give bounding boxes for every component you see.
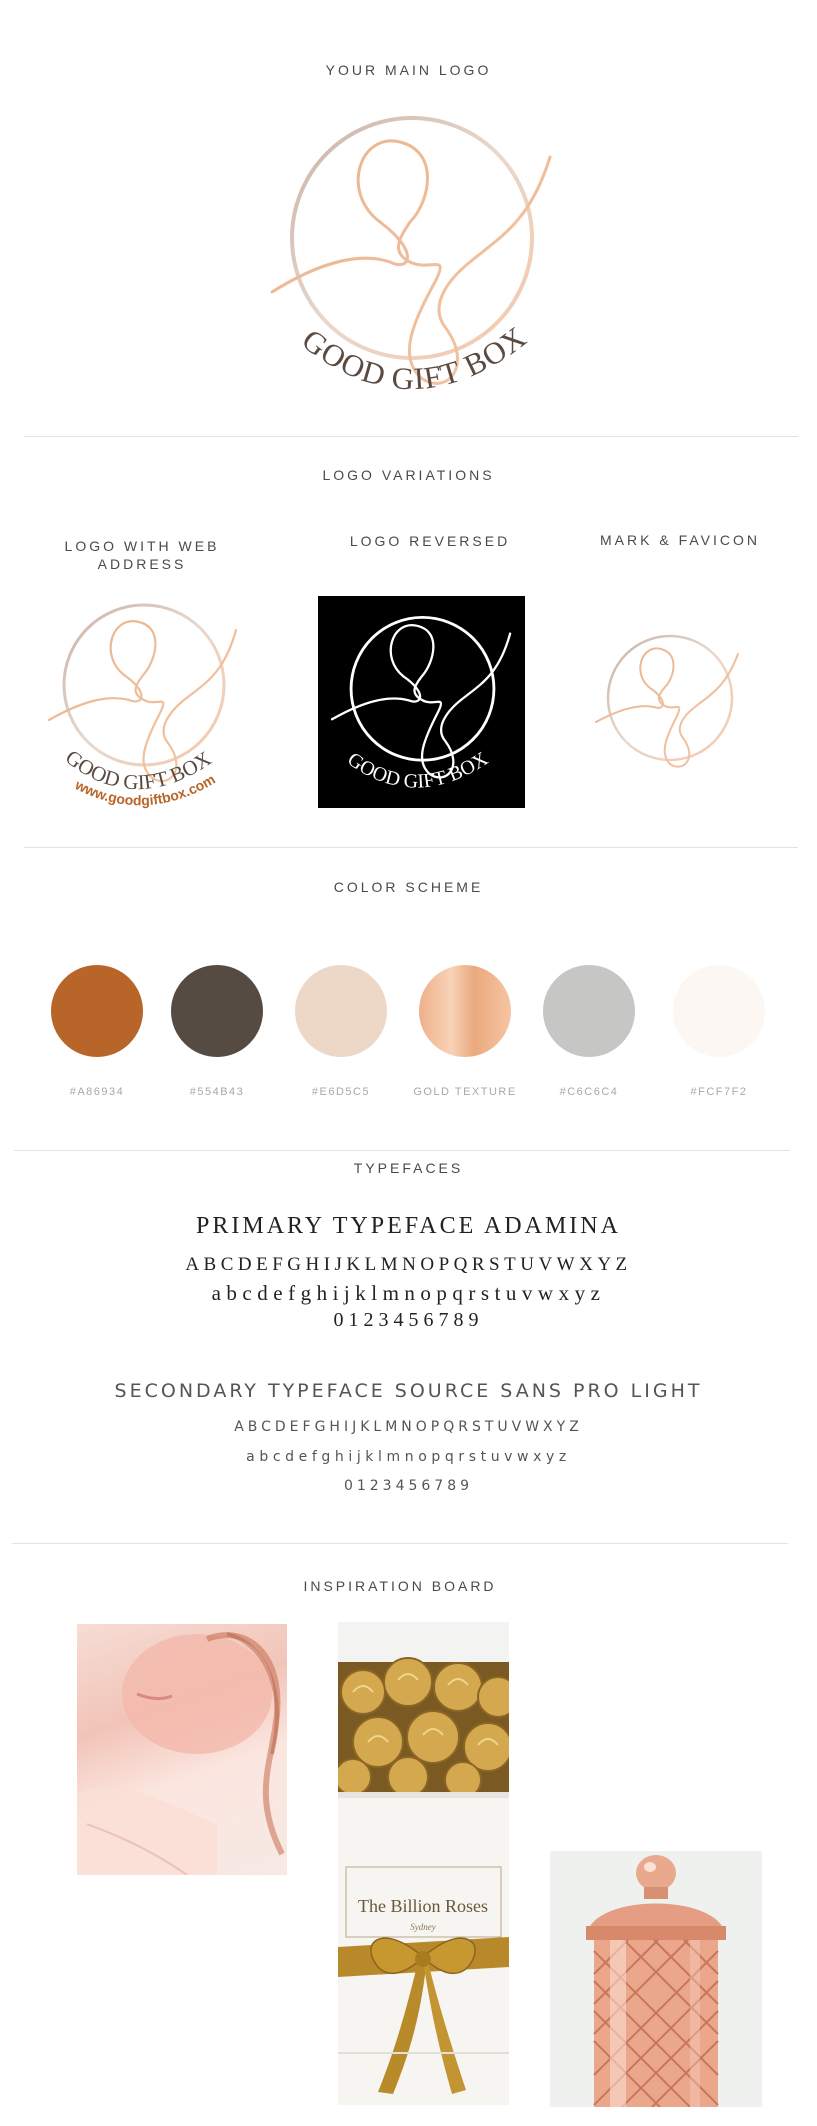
reversed-logo <box>325 605 520 805</box>
divider <box>24 847 798 848</box>
svg-text:GOOD GIFT BOX: GOOD GIFT BOX <box>60 744 216 795</box>
color-swatch <box>51 965 143 1057</box>
primary-uppercase: ABCDEFGHIJKLMNOPQRSTUVWXYZ <box>185 1254 632 1275</box>
inspiration-photo-portrait <box>77 1624 287 1875</box>
inspiration-heading: INSPIRATION BOARD <box>303 1578 497 1594</box>
color-swatch <box>673 965 765 1057</box>
reversed-logo-heading: LOGO REVERSED <box>349 533 511 549</box>
color-swatch-label: #554B43 <box>189 1086 245 1098</box>
typefaces-heading: TYPEFACES <box>353 1160 464 1176</box>
color-scheme-heading: COLOR SCHEME <box>333 879 484 895</box>
divider <box>12 1543 788 1544</box>
primary-typeface-title: PRIMARY TYPEFACE ADAMINA <box>196 1213 621 1239</box>
color-swatch-label: #FCF7F2 <box>690 1086 748 1098</box>
web-logo-heading: LOGO WITH WEB ADDRESS <box>64 538 220 572</box>
inspiration-photo-jar <box>550 1851 762 2107</box>
svg-text:GOOD GIFT BOX: GOOD GIFT BOX <box>343 747 492 793</box>
divider <box>24 436 798 437</box>
secondary-lowercase: abcdefghijklmnopqrstuvwxyz <box>246 1449 571 1465</box>
main-logo-wordmark <box>260 112 560 432</box>
logo-variations-heading: LOGO VARIATIONS <box>322 467 495 483</box>
color-swatch <box>295 965 387 1057</box>
primary-lowercase: abcdefghijklmnopqrstuvwxyz <box>211 1281 606 1305</box>
divider <box>14 1150 790 1151</box>
main-logo-heading: YOUR MAIN LOGO <box>325 62 492 78</box>
color-swatch-label: GOLD TEXTURE <box>413 1086 517 1098</box>
web-logo <box>44 600 244 820</box>
secondary-typeface-title: SECONDARY TYPEFACE SOURCE SANS PRO LIGHT <box>114 1380 703 1402</box>
color-swatch <box>171 965 263 1057</box>
svg-text:www.goodgiftbox.com: www.goodgiftbox.com <box>72 770 218 809</box>
secondary-uppercase: ABCDEFGHIJKLMNOPQRSTUVWXYZ <box>234 1419 583 1435</box>
color-swatch-label: #A86934 <box>69 1086 125 1098</box>
color-swatch-label: #E6D5C5 <box>311 1086 371 1098</box>
favicon-heading: MARK & FAVICON <box>600 532 760 548</box>
box-brand-text: The Billion Roses <box>358 1896 488 1916</box>
favicon-mark <box>592 630 742 770</box>
box-city-text: Sydney <box>410 1922 436 1932</box>
color-swatch <box>543 965 635 1057</box>
color-swatch-label: #C6C6C4 <box>559 1086 619 1098</box>
inspiration-photo-rose-box <box>338 1622 509 2105</box>
secondary-digits: 0123456789 <box>343 1478 474 1494</box>
color-swatch <box>419 965 511 1057</box>
primary-digits: 0123456789 <box>333 1309 484 1331</box>
svg-text:GOOD GIFT BOX: GOOD GIFT BOX <box>295 318 534 397</box>
